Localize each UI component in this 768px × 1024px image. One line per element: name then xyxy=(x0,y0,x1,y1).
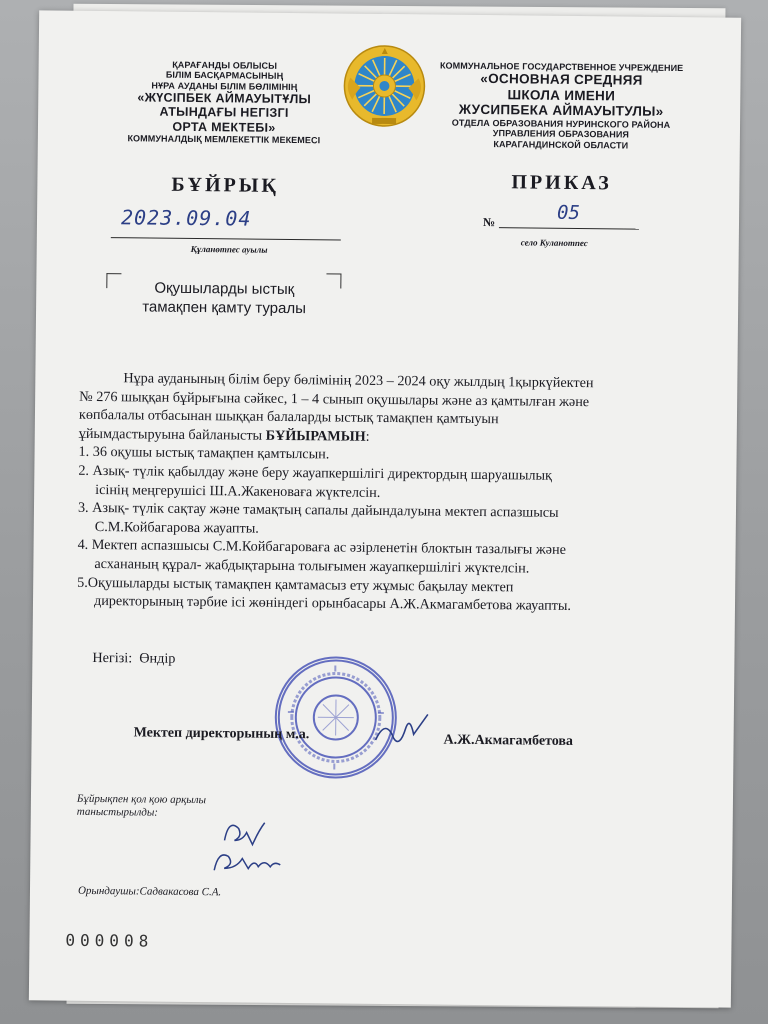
right-header xyxy=(436,61,687,152)
intro-line: № 276 шыққан бұйрығына сәйкес, 1 – 4 сынып оқушылары және аз қамтылған және xyxy=(79,388,590,410)
acknowledge-note xyxy=(77,793,206,820)
order-date: 2023.09.04 xyxy=(120,205,252,231)
order-keyword: БҰЙЫРАМЫН xyxy=(265,427,366,445)
order-document xyxy=(29,10,741,1007)
left-header xyxy=(124,59,325,146)
order-item-5-cont: директорының тәрбие ісі жөніндегі орынбасары А.Ж.Акмагамбетова жауапты. xyxy=(93,593,572,615)
place-ru: село Куланотпес xyxy=(520,237,588,249)
left-header-line: ҚАРАҒАНДЫ ОБЛЫСЫ xyxy=(172,59,278,71)
left-header-line: НҰРА АУДАНЫ БІЛІМ БӨЛІМІНІҢ xyxy=(151,80,298,92)
intro-colon: : xyxy=(365,428,370,445)
left-header-line: БІЛІМ БАСҚАРМАСЫНЫҢ xyxy=(165,70,284,82)
right-header-line: КАРАГАНДИНСКОЙ ОБЛАСТИ xyxy=(493,138,629,151)
order-item-3: 3. Азық- түлік сақтау және тамақтың сапалы дайындалуына мектеп аспазшысы xyxy=(77,499,559,521)
left-header-line: «ЖҮСІПБЕК АЙМАУЫТҰЛЫ xyxy=(137,90,312,107)
subject-line: Оқушыларды ыстық xyxy=(154,279,295,299)
basis-label: Негізі: xyxy=(92,649,133,667)
acknowledge-line: таныстырылды: xyxy=(76,805,159,819)
order-item-4-cont: асхананың құрал- жабдықтарына толығымен жауапкершілігі жүктелсін. xyxy=(94,555,530,577)
number-sign: № xyxy=(482,215,496,230)
order-body xyxy=(77,369,699,617)
order-item-2-cont: ісінің меңгерушісі Ш.А.Жакеноваға жүктелсін. xyxy=(95,481,381,501)
basis-value: Өндір xyxy=(139,650,176,667)
signer-name: А.Ж.Акмагамбетова xyxy=(443,732,574,749)
kazakhstan-emblem-icon xyxy=(342,44,427,129)
intro-line: Нұра ауданының білім беру бөлімінің 2023 – 2024 оқу жылдың 1қыркүйектен xyxy=(123,370,594,392)
right-header-line: ЖУСИПБЕКА АЙМАУЫТУЛЫ» xyxy=(458,102,664,120)
order-item-2: 2. Азық- түлік қабылдау және беру жауапкершілігі директордың шаруашылық xyxy=(78,462,553,484)
left-header-line: АТЫНДАҒЫ НЕГІЗГІ xyxy=(159,105,289,121)
title-ru: ПРИКАЗ xyxy=(511,171,612,195)
right-header-line: ОТДЕЛА ОБРАЗОВАНИЯ НУРИНСКОГО РАЙОНА xyxy=(451,117,671,130)
left-header-line: КОММУНАЛДЫҚ МЕМЛЕКЕТТІК МЕКЕМЕСІ xyxy=(127,133,321,146)
right-header-line: ШКОЛА ИМЕНИ xyxy=(507,87,616,104)
order-item-5: 5.Оқушыларды ыстық тамақпен қамтамасыз ету жұмыс бақылау мектеп xyxy=(77,574,514,595)
right-header-line: КОММУНАЛЬНОЕ ГОСУДАРСТВЕННОЕ УЧРЕЖДЕНИЕ xyxy=(439,60,684,74)
signature-icon xyxy=(371,710,451,751)
acknowledge-signatures-icon xyxy=(208,810,289,881)
order-item-4: 4. Мектеп аспазшысы С.М.Койбагароваға ас әзірленетін блоктын тазалығы және xyxy=(77,537,567,559)
place-kz: Құланөтпес ауылы xyxy=(190,243,268,255)
signer-position: Мектеп директорының м.а. xyxy=(133,725,310,743)
right-header-line: УПРАВЛЕНИЯ ОБРАЗОВАНИЯ xyxy=(492,128,630,140)
order-item-3-cont: С.М.Койбагарова жауапты. xyxy=(94,518,259,537)
right-header-line: «ОСНОВНАЯ СРЕДНЯЯ xyxy=(480,71,643,89)
order-item-1: 1. 36 оқушы ыстық тамақпен қамтылсын. xyxy=(78,444,330,463)
intro-line: көпбалалы отбасынан шыққан балаларды ыстық тамақпен қамтыуын xyxy=(78,406,499,428)
order-number: 05 xyxy=(556,201,581,225)
subject-line: тамақпен қамту туралы xyxy=(142,298,307,317)
basis xyxy=(92,649,175,668)
executor: Орындаушы:Садвакасова С.А. xyxy=(77,884,222,899)
intro-text: ұйымдастыруына байланысты xyxy=(78,425,263,444)
order-subject xyxy=(114,279,334,319)
left-header-line: ОРТА МЕКТЕБІ» xyxy=(172,119,276,135)
title-kz: БҰЙРЫҚ xyxy=(171,173,280,197)
serial-number: 000008 xyxy=(65,930,154,951)
acknowledge-line: Бұйрықпен қол қою арқылы xyxy=(76,792,207,807)
